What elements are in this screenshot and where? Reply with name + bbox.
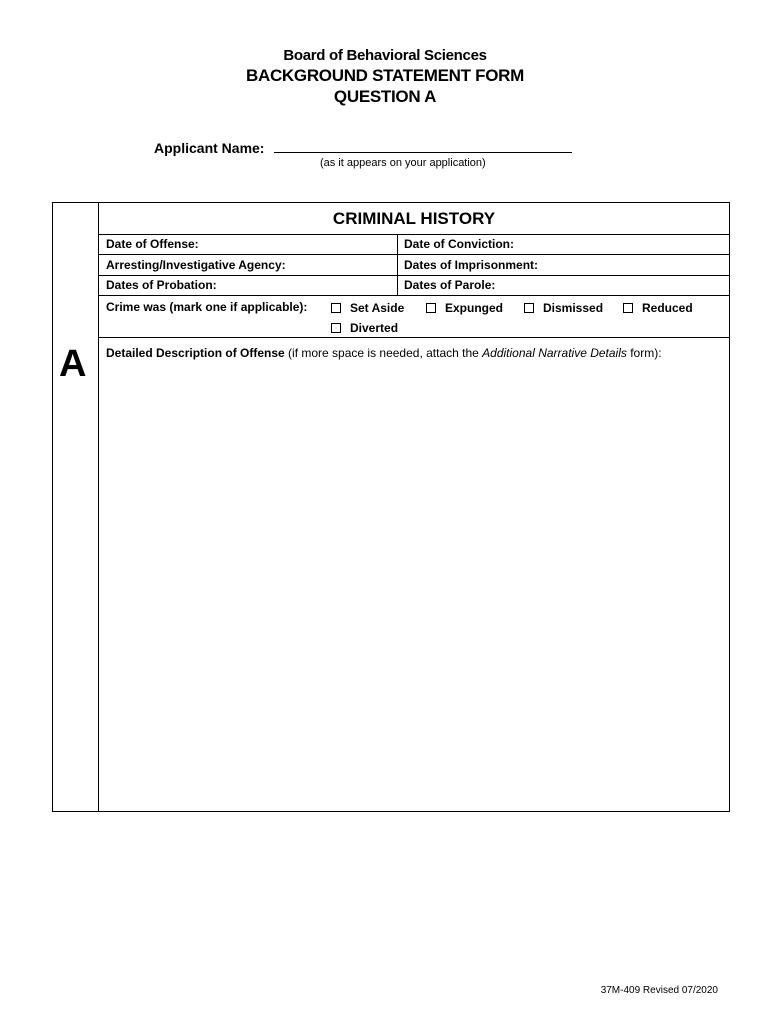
criminal-history-box (52, 202, 730, 812)
checkbox-icon[interactable] (426, 303, 436, 313)
agency-field[interactable]: Arresting/Investigative Agency: (99, 255, 398, 275)
dates-of-parole-field[interactable]: Dates of Parole: (404, 278, 496, 292)
option-label: Expunged (445, 301, 504, 315)
form-revision: 37M-409 Revised 07/2020 (600, 985, 718, 996)
form-header (0, 46, 770, 107)
option-dismissed[interactable] (524, 301, 603, 315)
dates-of-imprisonment-field[interactable]: Dates of Imprisonment: (404, 258, 539, 272)
form-row (99, 255, 729, 276)
form-row (99, 234, 729, 255)
checkbox-icon[interactable] (623, 303, 633, 313)
form-row (99, 275, 729, 296)
form-title: BACKGROUND STATEMENT FORM (245, 66, 524, 85)
org-name: Board of Behavioral Sciences (283, 47, 487, 64)
option-label: Reduced (642, 301, 693, 315)
question-letter: A (59, 343, 87, 385)
description-text: (if more space is needed, attach the (284, 346, 483, 360)
applicant-name-field[interactable] (274, 138, 572, 153)
option-label: Set Aside (350, 301, 405, 315)
option-diverted[interactable] (331, 321, 398, 335)
section-title: CRIMINAL HISTORY (99, 203, 729, 235)
date-of-conviction-field[interactable]: Date of Conviction: (404, 237, 514, 251)
description-text-end: form): (626, 346, 662, 360)
offense-description-area[interactable] (106, 346, 662, 360)
date-of-offense-field[interactable]: Date of Offense: (99, 234, 398, 254)
description-form-name: Additional Narrative Details (482, 346, 627, 360)
applicant-name-label: Applicant Name: (154, 140, 265, 156)
main-column (99, 203, 729, 811)
checkbox-icon[interactable] (331, 323, 341, 333)
description-label: Detailed Description of Offense (106, 346, 285, 360)
crime-status-row (99, 296, 729, 338)
dates-of-probation-field[interactable]: Dates of Probation: (99, 275, 398, 295)
applicant-name-row (154, 138, 572, 156)
option-label: Dismissed (543, 301, 604, 315)
form-subtitle: QUESTION A (333, 87, 437, 106)
checkbox-icon[interactable] (524, 303, 534, 313)
option-expunged[interactable] (426, 301, 503, 315)
applicant-name-hint: (as it appears on your application) (320, 157, 486, 169)
option-reduced[interactable] (623, 301, 693, 315)
option-label: Diverted (350, 321, 399, 335)
option-set-aside[interactable] (331, 301, 404, 315)
side-column (53, 203, 99, 811)
crime-status-label: Crime was (mark one if applicable): (106, 300, 308, 314)
checkbox-icon[interactable] (331, 303, 341, 313)
